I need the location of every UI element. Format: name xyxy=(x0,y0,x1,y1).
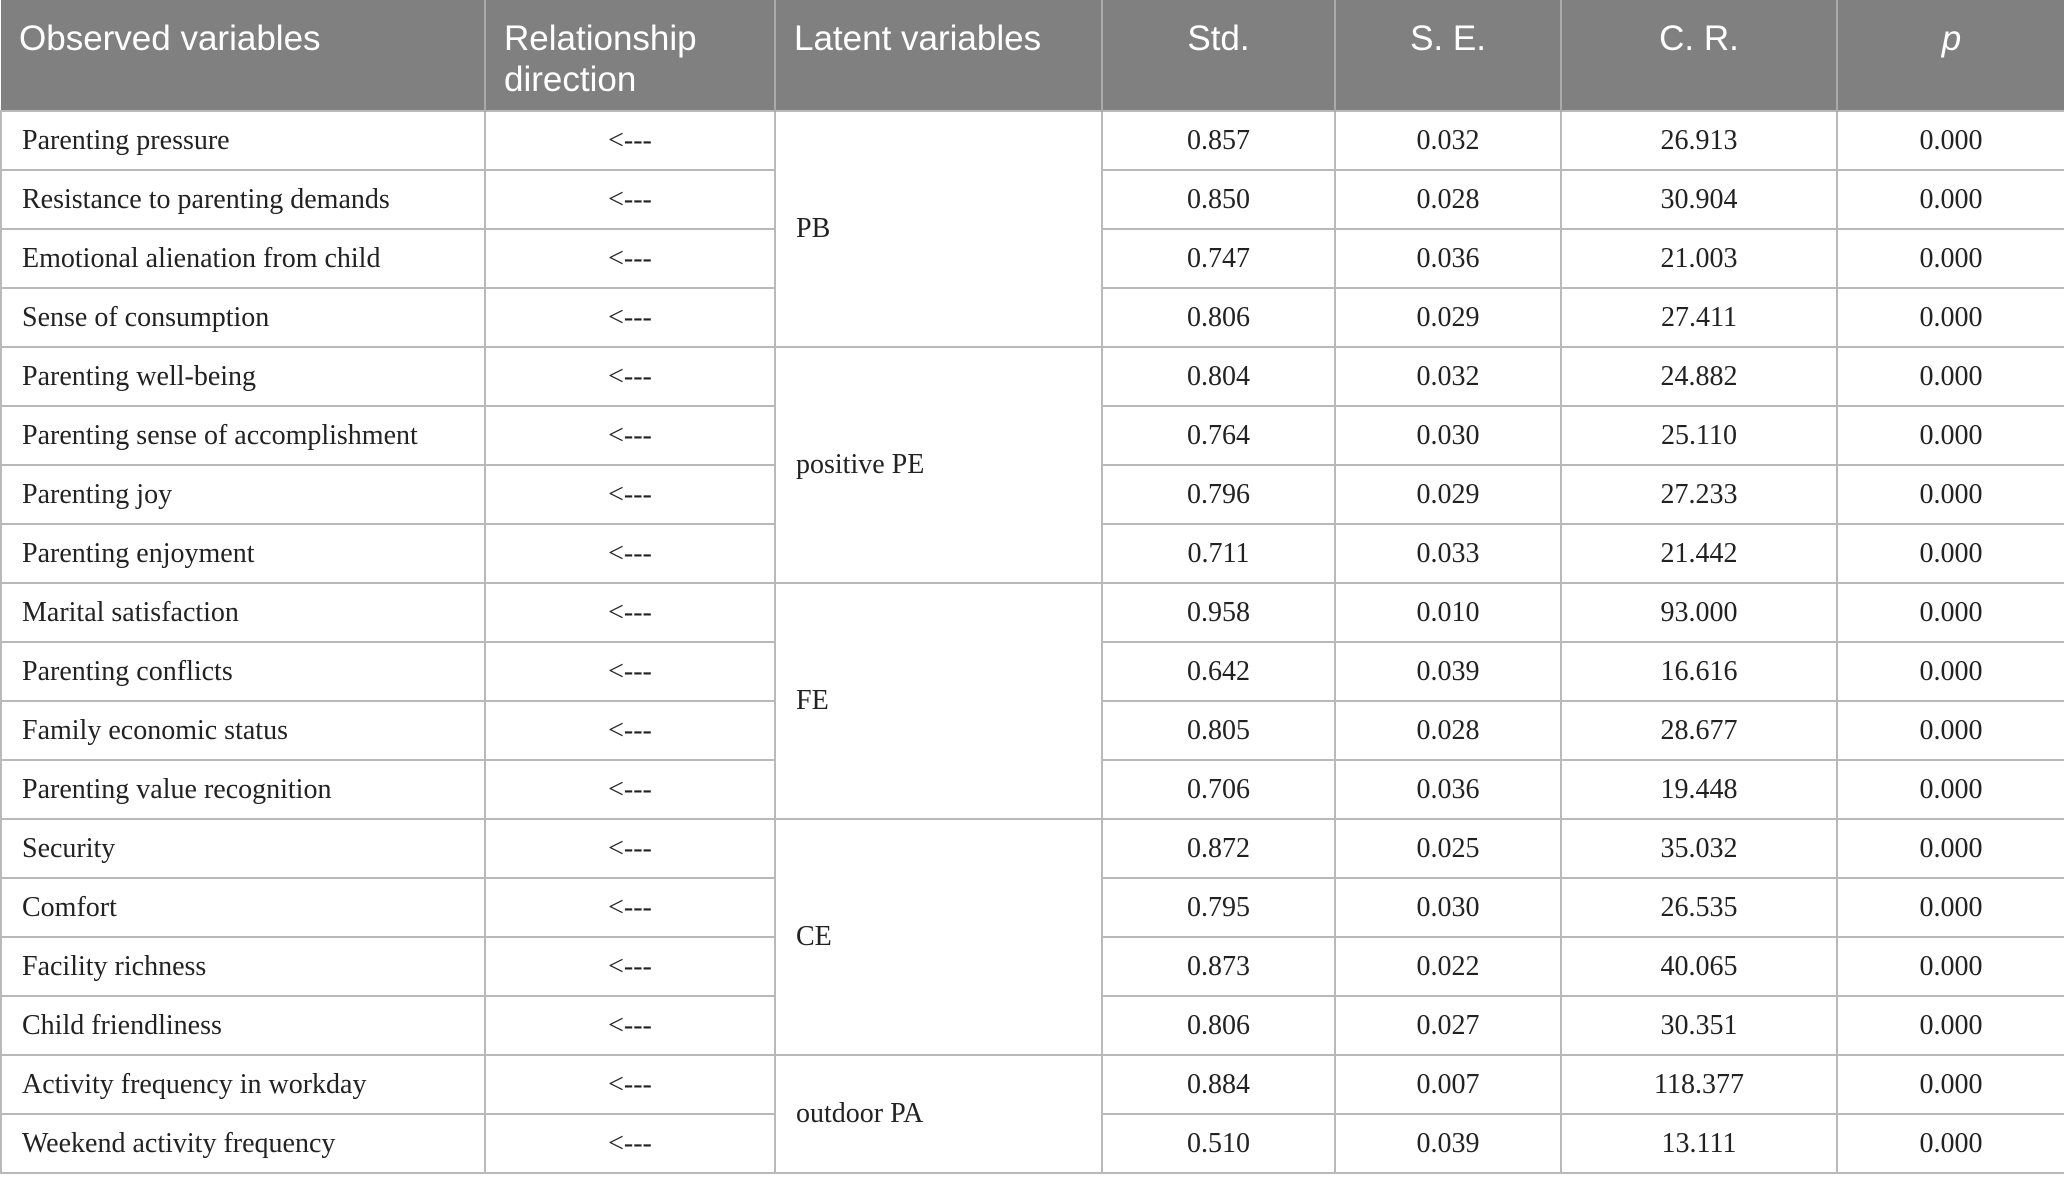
cell-cr: 118.377 xyxy=(1561,1055,1837,1114)
cell-relationship-direction: <--- xyxy=(485,111,775,170)
cell-p: 0.000 xyxy=(1837,1055,2064,1114)
cell-observed-variable: Parenting enjoyment xyxy=(1,524,485,583)
cell-se: 0.032 xyxy=(1335,347,1561,406)
cell-se: 0.032 xyxy=(1335,111,1561,170)
cell-se: 0.029 xyxy=(1335,288,1561,347)
cell-se: 0.007 xyxy=(1335,1055,1561,1114)
cell-p: 0.000 xyxy=(1837,288,2064,347)
cell-p: 0.000 xyxy=(1837,701,2064,760)
cell-se: 0.029 xyxy=(1335,465,1561,524)
cell-observed-variable: Marital satisfaction xyxy=(1,583,485,642)
cell-std: 0.706 xyxy=(1102,760,1335,819)
cell-latent-variable: PB xyxy=(775,111,1102,347)
cell-se: 0.039 xyxy=(1335,1114,1561,1173)
cell-p: 0.000 xyxy=(1837,996,2064,1055)
cell-std: 0.764 xyxy=(1102,406,1335,465)
cell-std: 0.711 xyxy=(1102,524,1335,583)
cell-cr: 21.003 xyxy=(1561,229,1837,288)
cell-relationship-direction: <--- xyxy=(485,524,775,583)
cell-cr: 35.032 xyxy=(1561,819,1837,878)
cell-se: 0.033 xyxy=(1335,524,1561,583)
cell-se: 0.025 xyxy=(1335,819,1561,878)
cell-p: 0.000 xyxy=(1837,406,2064,465)
cell-p: 0.000 xyxy=(1837,583,2064,642)
cell-relationship-direction: <--- xyxy=(485,406,775,465)
cell-relationship-direction: <--- xyxy=(485,819,775,878)
cell-cr: 40.065 xyxy=(1561,937,1837,996)
cell-relationship-direction: <--- xyxy=(485,701,775,760)
cell-observed-variable: Weekend activity frequency xyxy=(1,1114,485,1173)
cell-cr: 26.913 xyxy=(1561,111,1837,170)
cell-relationship-direction: <--- xyxy=(485,1114,775,1173)
cell-relationship-direction: <--- xyxy=(485,229,775,288)
cell-observed-variable: Resistance to parenting demands xyxy=(1,170,485,229)
cell-cr: 93.000 xyxy=(1561,583,1837,642)
cell-std: 0.796 xyxy=(1102,465,1335,524)
cell-cr: 24.882 xyxy=(1561,347,1837,406)
cell-relationship-direction: <--- xyxy=(485,642,775,701)
cell-se: 0.027 xyxy=(1335,996,1561,1055)
cell-std: 0.884 xyxy=(1102,1055,1335,1114)
cell-observed-variable: Parenting joy xyxy=(1,465,485,524)
cell-observed-variable: Facility richness xyxy=(1,937,485,996)
cell-observed-variable: Parenting conflicts xyxy=(1,642,485,701)
cell-std: 0.958 xyxy=(1102,583,1335,642)
cell-se: 0.028 xyxy=(1335,170,1561,229)
cell-p: 0.000 xyxy=(1837,465,2064,524)
cell-std: 0.510 xyxy=(1102,1114,1335,1173)
cell-observed-variable: Comfort xyxy=(1,878,485,937)
cell-se: 0.036 xyxy=(1335,760,1561,819)
cell-std: 0.805 xyxy=(1102,701,1335,760)
cell-observed-variable: Child friendliness xyxy=(1,996,485,1055)
cell-relationship-direction: <--- xyxy=(485,937,775,996)
cell-p: 0.000 xyxy=(1837,819,2064,878)
cell-latent-variable: positive PE xyxy=(775,347,1102,583)
table-row xyxy=(1,819,2064,878)
table-row xyxy=(1,347,2064,406)
cell-cr: 13.111 xyxy=(1561,1114,1837,1173)
cell-cr: 21.442 xyxy=(1561,524,1837,583)
cell-observed-variable: Emotional alienation from child xyxy=(1,229,485,288)
table-header xyxy=(1,0,2064,111)
cell-latent-variable: outdoor PA xyxy=(775,1055,1102,1173)
cell-p: 0.000 xyxy=(1837,642,2064,701)
cell-se: 0.028 xyxy=(1335,701,1561,760)
cell-p: 0.000 xyxy=(1837,347,2064,406)
header-row xyxy=(1,0,2064,111)
cell-observed-variable: Parenting value recognition xyxy=(1,760,485,819)
cell-cr: 30.351 xyxy=(1561,996,1837,1055)
cell-std: 0.806 xyxy=(1102,996,1335,1055)
cell-relationship-direction: <--- xyxy=(485,465,775,524)
cell-std: 0.806 xyxy=(1102,288,1335,347)
cell-observed-variable: Parenting pressure xyxy=(1,111,485,170)
cell-se: 0.030 xyxy=(1335,406,1561,465)
cell-cr: 26.535 xyxy=(1561,878,1837,937)
cell-p: 0.000 xyxy=(1837,229,2064,288)
header-relationship-direction: Relationship direction xyxy=(485,0,775,111)
header-latent-variables: Latent variables xyxy=(775,0,1102,111)
cell-std: 0.857 xyxy=(1102,111,1335,170)
cell-latent-variable: FE xyxy=(775,583,1102,819)
cell-cr: 25.110 xyxy=(1561,406,1837,465)
header-cr: C. R. xyxy=(1561,0,1837,111)
cell-se: 0.039 xyxy=(1335,642,1561,701)
cell-cr: 27.233 xyxy=(1561,465,1837,524)
cell-relationship-direction: <--- xyxy=(485,996,775,1055)
cell-std: 0.642 xyxy=(1102,642,1335,701)
cell-cr: 16.616 xyxy=(1561,642,1837,701)
header-std: Std. xyxy=(1102,0,1335,111)
cell-relationship-direction: <--- xyxy=(485,347,775,406)
cell-relationship-direction: <--- xyxy=(485,170,775,229)
cell-relationship-direction: <--- xyxy=(485,583,775,642)
cell-se: 0.022 xyxy=(1335,937,1561,996)
cell-se: 0.010 xyxy=(1335,583,1561,642)
table-row xyxy=(1,111,2064,170)
cell-std: 0.873 xyxy=(1102,937,1335,996)
cell-se: 0.036 xyxy=(1335,229,1561,288)
cell-relationship-direction: <--- xyxy=(485,1055,775,1114)
cell-observed-variable: Sense of consumption xyxy=(1,288,485,347)
cell-observed-variable: Security xyxy=(1,819,485,878)
cell-std: 0.872 xyxy=(1102,819,1335,878)
cell-std: 0.804 xyxy=(1102,347,1335,406)
header-se: S. E. xyxy=(1335,0,1561,111)
header-observed-variables: Observed variables xyxy=(1,0,485,111)
cell-p: 0.000 xyxy=(1837,524,2064,583)
cell-observed-variable: Parenting sense of accomplishment xyxy=(1,406,485,465)
cell-std: 0.795 xyxy=(1102,878,1335,937)
cell-relationship-direction: <--- xyxy=(485,288,775,347)
cell-cr: 30.904 xyxy=(1561,170,1837,229)
cell-p: 0.000 xyxy=(1837,760,2064,819)
cell-p: 0.000 xyxy=(1837,1114,2064,1173)
table-row xyxy=(1,1055,2064,1114)
cell-latent-variable: CE xyxy=(775,819,1102,1055)
cell-p: 0.000 xyxy=(1837,170,2064,229)
cell-std: 0.850 xyxy=(1102,170,1335,229)
cell-relationship-direction: <--- xyxy=(485,878,775,937)
table-row xyxy=(1,583,2064,642)
cell-cr: 19.448 xyxy=(1561,760,1837,819)
table-body xyxy=(1,111,2064,1173)
cell-cr: 27.411 xyxy=(1561,288,1837,347)
cell-std: 0.747 xyxy=(1102,229,1335,288)
header-p: p xyxy=(1837,0,2064,111)
cell-p: 0.000 xyxy=(1837,878,2064,937)
cell-p: 0.000 xyxy=(1837,111,2064,170)
cell-observed-variable: Parenting well-being xyxy=(1,347,485,406)
cell-observed-variable: Activity frequency in workday xyxy=(1,1055,485,1114)
cell-p: 0.000 xyxy=(1837,937,2064,996)
cell-observed-variable: Family economic status xyxy=(1,701,485,760)
cell-se: 0.030 xyxy=(1335,878,1561,937)
cell-relationship-direction: <--- xyxy=(485,760,775,819)
cell-cr: 28.677 xyxy=(1561,701,1837,760)
